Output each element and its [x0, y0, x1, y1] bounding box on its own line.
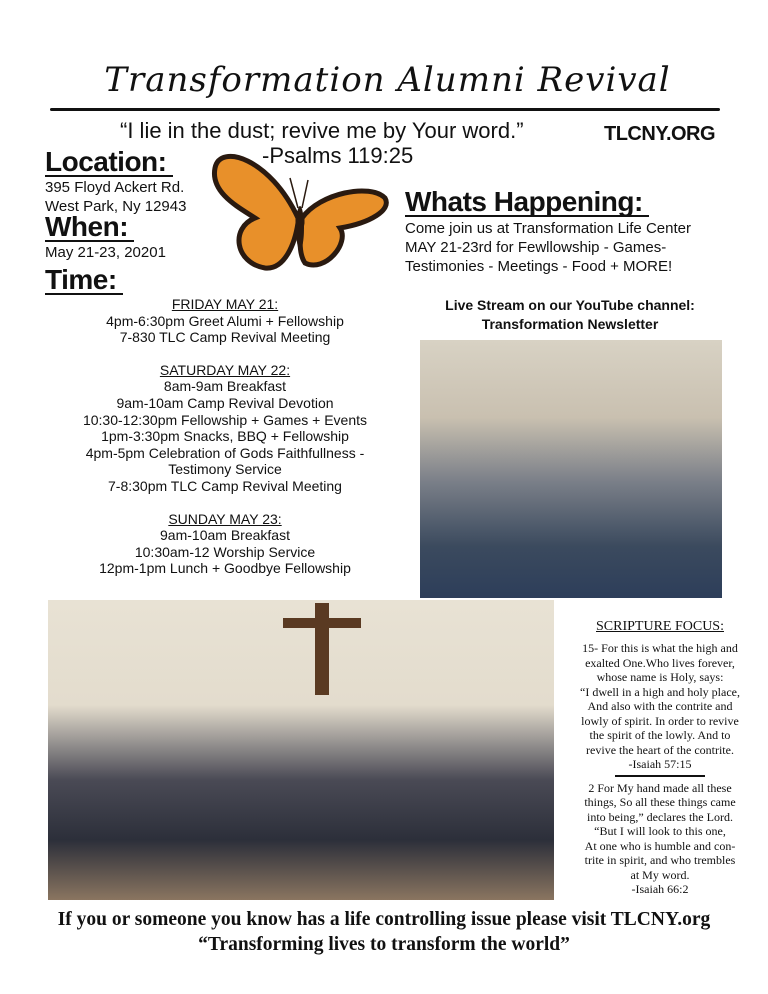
group-meal-photo — [420, 340, 722, 598]
title-underline — [50, 108, 720, 111]
quote: “I lie in the dust; revive me by Your word.” — [120, 118, 524, 143]
scripture-line: things, So all these things came — [584, 795, 736, 809]
group-photo — [48, 600, 554, 900]
day-heading: SATURDAY MAY 22: — [159, 361, 291, 378]
scripture-line: 2 For My hand made all these — [588, 780, 732, 795]
scripture-line: At one who is humble and con- — [584, 838, 736, 853]
scripture-heading: SCRIPTURE FOCUS: — [596, 619, 724, 634]
day-heading: SUNDAY MAY 23: — [168, 510, 282, 527]
scripture-line: lowly of spirit. In order to revive — [581, 713, 739, 728]
scripture-line: whose name is Holy, says: — [596, 670, 724, 684]
schedule-item: 10:30am-12 Worship Service — [134, 543, 316, 560]
footer-tagline: “Transforming lives to transform the world” — [198, 934, 570, 955]
schedule-item: 12pm-1pm Lunch + Goodbye Fellowship — [99, 560, 351, 577]
schedule-item: Testimony Service — [168, 461, 282, 478]
scripture-line: “But I will look to this one, — [594, 824, 726, 838]
whats-happening-body — [405, 219, 745, 276]
schedule-item: 8am-9am Breakfast — [163, 378, 287, 395]
flyer-title: Transformation Alumni Revival — [104, 60, 671, 100]
location-heading-text: Location: — [45, 149, 173, 177]
body-line: Testimonies - Meetings - Food + MORE! — [405, 258, 673, 275]
whats-happening-heading — [405, 188, 649, 217]
schedule-item: 1pm-3:30pm Snacks, BBQ + Fellowship — [101, 428, 349, 445]
footer — [0, 907, 768, 957]
schedule-day — [60, 296, 390, 346]
when-heading-text: When: — [45, 214, 134, 242]
body-line: MAY 21-23rd for Fewllowship - Games- — [405, 239, 667, 256]
address-line: 395 Floyd Ackert Rd. — [45, 179, 185, 196]
time-heading — [45, 266, 123, 295]
scripture-line: exalted One.Who lives forever, — [585, 655, 735, 670]
schedule-day — [60, 511, 390, 577]
schedule-item: 9am-10am Breakfast — [160, 527, 290, 544]
event-date: May 21-23, 20201 — [45, 244, 166, 261]
footer-line: If you or someone you know has a life controlling issue please visit TLCNY.org — [57, 909, 711, 930]
divider — [615, 775, 705, 777]
day-heading: FRIDAY MAY 21: — [171, 296, 279, 312]
schedule-item: 9am-10am Camp Revival Devotion — [116, 394, 334, 411]
schedule-item: 4pm-6:30pm Greet Alumi + Fellowship — [106, 312, 344, 329]
channel-name: Transformation Newsletter — [481, 316, 659, 332]
location-heading — [45, 148, 173, 177]
cross-icon — [315, 603, 329, 695]
website-link[interactable]: TLCNY.ORG — [604, 123, 716, 145]
scripture-line: 15- For this is what the high and — [582, 641, 738, 655]
time-heading-text: Time: — [45, 267, 123, 295]
live-stream-info — [420, 296, 720, 334]
schedule-item: 7-8:30pm TLC Camp Revival Meeting — [108, 477, 342, 494]
when-heading — [45, 213, 134, 242]
scripture-reference: -Isaiah 57:15 — [628, 757, 692, 771]
address-line: West Park, Ny 12943 — [45, 198, 187, 215]
scripture-line: at My word. — [630, 867, 690, 882]
scripture-reference: -Isaiah 66:2 — [631, 882, 689, 896]
schedule — [60, 296, 390, 577]
scripture-line: the spirit of the lowly. And to — [589, 728, 731, 742]
schedule-item: 10:30-12:30pm Fellowship + Games + Events — [82, 411, 368, 428]
scripture-line: And also with the contrite and — [587, 699, 733, 713]
schedule-item: 4pm-5pm Celebration of Gods Faithfullness - — [85, 444, 365, 461]
schedule-day — [60, 362, 390, 495]
scripture-line: “I dwell in a high and holy place, — [580, 684, 740, 699]
psalm-reference: -Psalms 119:25 — [262, 143, 414, 168]
live-stream-line: Live Stream on our YouTube channel: — [445, 297, 695, 313]
scripture-line: trite in spirit, and who trembles — [584, 853, 736, 867]
scripture-focus — [556, 618, 764, 897]
whats-happening-text: Whats Happening: — [405, 189, 649, 217]
butterfly-icon — [210, 148, 390, 276]
scripture-line: revive the heart of the contrite. — [586, 742, 734, 757]
scripture-line: into being,” declares the Lord. — [587, 809, 733, 824]
schedule-item: 7-830 TLC Camp Revival Meeting — [119, 329, 331, 346]
body-line: Come join us at Transformation Life Center — [405, 220, 691, 237]
